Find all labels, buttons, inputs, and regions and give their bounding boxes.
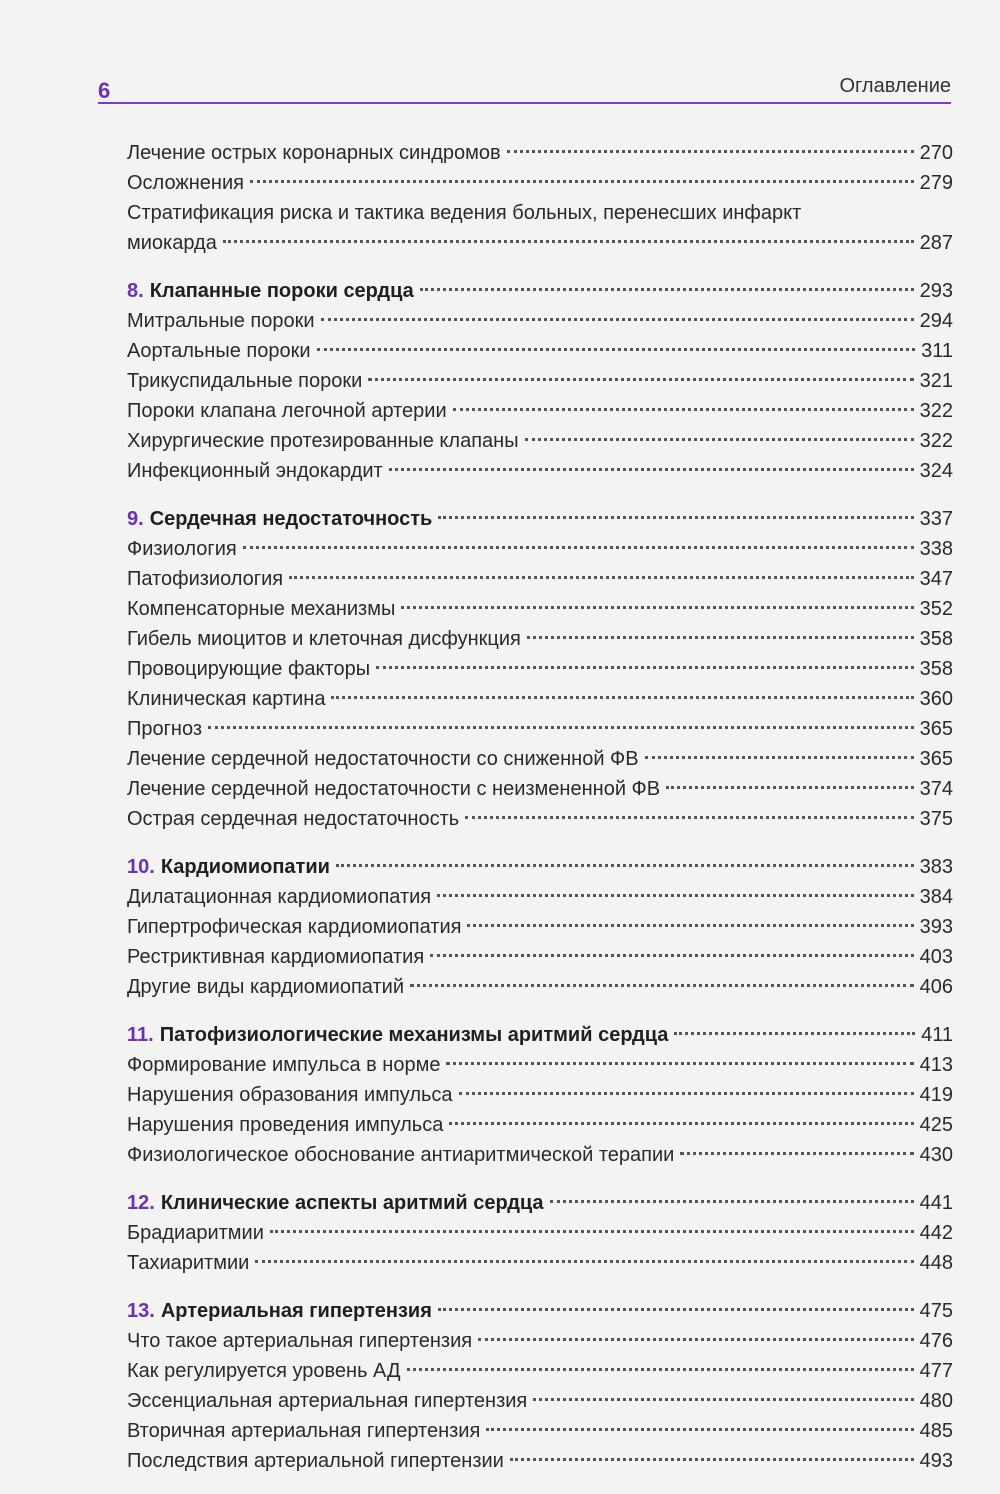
toc-entry-page-number: 287	[919, 232, 953, 254]
toc-entry[interactable]	[127, 1140, 953, 1170]
toc-entry-title: Нарушения проведения импульса	[127, 1114, 444, 1136]
toc-entry-page-number: 322	[919, 430, 953, 452]
chapter-title	[127, 276, 414, 306]
toc-entry-page-number: 374	[919, 778, 953, 800]
chapter-entry[interactable]	[127, 1020, 953, 1050]
toc-entry-page-number: 477	[919, 1360, 953, 1382]
toc-entry-title: Гипертрофическая кардиомиопатия	[127, 916, 462, 938]
toc-entry-title: Физиология	[127, 538, 237, 560]
toc-entry-title: Митральные пороки	[127, 310, 315, 332]
toc-entry-page-number: 365	[919, 718, 953, 740]
toc-entry-title: Клиническая картина	[127, 688, 326, 710]
dot-leader	[438, 1308, 914, 1311]
dot-leader	[525, 438, 914, 441]
toc-entry-title: Формирование импульса в норме	[127, 1054, 441, 1076]
dot-leader	[459, 1092, 914, 1095]
toc-entry-title: Лечение сердечной недостаточности с неизмененной ФВ	[127, 778, 661, 800]
toc-entry[interactable]	[127, 456, 953, 486]
dot-leader	[507, 150, 914, 153]
toc-entry-page-number: 322	[919, 400, 953, 422]
chapter-title	[127, 1020, 668, 1050]
toc-section	[127, 276, 953, 486]
toc-entry[interactable]	[127, 336, 953, 366]
toc-entry-page-number: 321	[919, 370, 953, 392]
toc-entry-page-number: 347	[919, 568, 953, 590]
chapter-title-text: Клапанные пороки сердца	[149, 280, 414, 302]
dot-leader	[389, 468, 914, 471]
chapter-title-text: Клинические аспекты аритмий сердца	[160, 1192, 544, 1214]
toc-entry-title: Последствия артериальной гипертензии	[127, 1450, 504, 1472]
toc-entry-page-number: 493	[919, 1450, 953, 1472]
toc-entry-page-number: 352	[919, 598, 953, 620]
toc-section	[127, 852, 953, 1002]
toc-entry[interactable]	[127, 882, 953, 912]
toc-entry-title-line[interactable]: Стратификация риска и тактика ведения больных, перенесших инфаркт	[127, 202, 802, 224]
toc-entry-title: Осложнения	[127, 172, 244, 194]
toc-entry-page-number: 270	[919, 142, 953, 164]
toc-entry-page-number: 365	[919, 748, 953, 770]
toc-entry[interactable]	[127, 138, 953, 168]
chapter-number: 11.	[127, 1024, 154, 1046]
dot-leader	[510, 1458, 914, 1461]
toc-entry-page-number: 476	[919, 1330, 953, 1352]
toc-entry-page-number: 419	[919, 1084, 953, 1106]
toc-entry-page-number: 360	[919, 688, 953, 710]
dot-leader	[401, 606, 913, 609]
dot-leader	[208, 726, 914, 729]
toc-entry-title: миокарда	[127, 232, 217, 254]
chapter-page-number: 475	[919, 1300, 953, 1322]
chapter-title-text: Кардиомиопатии	[160, 856, 330, 878]
chapter-title-text: Патофизиологические механизмы аритмий сердца	[159, 1024, 669, 1046]
dot-leader	[223, 240, 914, 243]
toc-entry-page-number: 358	[919, 658, 953, 680]
chapter-title	[127, 1296, 432, 1326]
toc-entry[interactable]	[127, 1446, 953, 1476]
dot-leader	[376, 666, 914, 669]
toc-entry[interactable]	[127, 168, 953, 198]
toc-entry-title: Тахиаритмии	[127, 1252, 250, 1274]
chapter-title	[127, 852, 330, 882]
toc-entry[interactable]	[127, 426, 953, 456]
toc-entry[interactable]	[127, 306, 953, 336]
toc-entry-title: Инфекционный эндокардит	[127, 460, 383, 482]
toc-entry[interactable]	[127, 1356, 953, 1386]
dot-leader	[243, 546, 914, 549]
chapter-entry[interactable]	[127, 852, 953, 882]
page-header	[98, 72, 951, 104]
chapter-entry[interactable]	[127, 1296, 953, 1326]
chapter-title-text: Сердечная недостаточность	[149, 508, 433, 530]
toc-entry-title: Эссенциальная артериальная гипертензия	[127, 1390, 528, 1412]
toc-entry[interactable]	[127, 684, 953, 714]
running-head: Оглавление	[839, 75, 951, 97]
dot-leader	[410, 984, 914, 987]
toc-entry-page-number: 406	[919, 976, 953, 998]
toc-entry-page-number: 403	[919, 946, 953, 968]
dot-leader	[289, 576, 914, 579]
chapter-page-number: 337	[919, 508, 953, 530]
toc-entry-title: Лечение сердечной недостаточности со сниженной ФВ	[127, 748, 639, 770]
dot-leader	[368, 378, 913, 381]
toc-entry-page-number: 358	[919, 628, 953, 650]
toc-entry-title: Провоцирующие факторы	[127, 658, 371, 680]
dot-leader	[270, 1230, 914, 1233]
toc-entry[interactable]	[127, 228, 953, 258]
toc-entry-title: Вторичная артериальная гипертензия	[127, 1420, 481, 1442]
toc-entry-page-number: 413	[919, 1054, 953, 1076]
dot-leader	[437, 894, 913, 897]
toc-entry[interactable]	[127, 1218, 953, 1248]
dot-leader	[331, 696, 913, 699]
toc-entry-title: Лечение острых коронарных синдромов	[127, 142, 501, 164]
toc-entry-page-number: 485	[919, 1420, 953, 1442]
chapter-title-text: Артериальная гипертензия	[160, 1300, 432, 1322]
toc-entry-title: Брадиаритмии	[127, 1222, 264, 1244]
toc-entry-page-number: 393	[919, 916, 953, 938]
toc-entry[interactable]	[127, 1248, 953, 1278]
toc-entry-title: Трикуспидальные пороки	[127, 370, 363, 392]
dot-leader	[533, 1398, 913, 1401]
toc-entry-title: Рестриктивная кардиомиопатия	[127, 946, 425, 968]
toc-entry-page-number: 430	[919, 1144, 953, 1166]
toc-entry[interactable]	[127, 714, 953, 744]
toc-entry-title: Хирургические протезированные клапаны	[127, 430, 519, 452]
toc-entry[interactable]	[127, 396, 953, 426]
toc-section	[127, 1296, 953, 1476]
dot-leader	[527, 636, 914, 639]
chapter-entry[interactable]	[127, 504, 953, 534]
dot-leader	[321, 318, 914, 321]
toc-entry-title: Что такое артериальная гипертензия	[127, 1330, 473, 1352]
toc-entry-page-number: 448	[919, 1252, 953, 1274]
toc-entry-page-number: 480	[919, 1390, 953, 1412]
toc-entry-title: Дилатационная кардиомиопатия	[127, 886, 432, 908]
toc-entry-page-number: 279	[919, 172, 953, 194]
chapter-number: 12.	[127, 1192, 155, 1214]
dot-leader	[317, 348, 916, 351]
dot-leader	[336, 864, 914, 867]
toc-entry[interactable]	[127, 774, 953, 804]
dot-leader	[465, 816, 913, 819]
chapter-page-number: 441	[919, 1192, 953, 1214]
toc-entry-title: Пороки клапана легочной артерии	[127, 400, 447, 422]
toc-entry-page-number: 425	[919, 1114, 953, 1136]
toc-entry-title: Как регулируется уровень АД	[127, 1360, 401, 1382]
toc-entry-title: Нарушения образования импульса	[127, 1084, 453, 1106]
dot-leader	[430, 954, 913, 957]
page-number: 6	[98, 78, 111, 103]
toc-entry[interactable]	[127, 1050, 953, 1080]
toc-entry[interactable]	[127, 1386, 953, 1416]
chapter-number: 8.	[127, 280, 144, 302]
toc-entry[interactable]	[127, 654, 953, 684]
toc-entry-title: Аортальные пороки	[127, 340, 311, 362]
toc-entry[interactable]	[127, 564, 953, 594]
chapter-page-number: 383	[919, 856, 953, 878]
toc-entry[interactable]	[127, 1110, 953, 1140]
toc-entry-title: Острая сердечная недостаточность	[127, 808, 460, 830]
chapter-page-number: 411	[921, 1024, 953, 1046]
dot-leader	[674, 1032, 915, 1035]
chapter-number: 13.	[127, 1300, 155, 1322]
dot-leader	[645, 756, 914, 759]
toc-entry[interactable]	[127, 1416, 953, 1446]
toc-entry-title: Компенсаторные механизмы	[127, 598, 396, 620]
toc-entry[interactable]	[127, 1080, 953, 1110]
dot-leader	[255, 1260, 913, 1263]
toc-section	[127, 1020, 953, 1170]
chapter-number: 9.	[127, 508, 144, 530]
toc-entry[interactable]	[127, 366, 953, 396]
toc-entry-page-number: 384	[919, 886, 953, 908]
dot-leader	[550, 1200, 914, 1203]
toc-entry[interactable]	[127, 624, 953, 654]
table-of-contents	[127, 138, 953, 1494]
dot-leader	[250, 180, 914, 183]
dot-leader	[680, 1152, 913, 1155]
toc-entry-page-number: 324	[919, 460, 953, 482]
chapter-entry[interactable]	[127, 276, 953, 306]
toc-entry[interactable]	[127, 594, 953, 624]
toc-entry-title: Физиологическое обоснование антиаритмической терапии	[127, 1144, 675, 1166]
chapter-title	[127, 1188, 544, 1218]
chapter-title	[127, 504, 432, 534]
toc-entry-page-number: 311	[921, 340, 953, 362]
dot-leader	[666, 786, 914, 789]
toc-section	[127, 1188, 953, 1278]
dot-leader	[449, 1122, 913, 1125]
dot-leader	[420, 288, 914, 291]
toc-entry[interactable]	[127, 972, 953, 1002]
toc-entry[interactable]	[127, 912, 953, 942]
toc-section	[127, 504, 953, 834]
dot-leader	[467, 924, 913, 927]
toc-section	[127, 138, 953, 258]
dot-leader	[486, 1428, 913, 1431]
chapter-entry[interactable]	[127, 1188, 953, 1218]
toc-entry-title: Другие виды кардиомиопатий	[127, 976, 404, 998]
dot-leader	[446, 1062, 913, 1065]
chapter-number: 10.	[127, 856, 155, 878]
toc-entry-title: Гибель миоцитов и клеточная дисфункция	[127, 628, 521, 650]
dot-leader	[407, 1368, 914, 1371]
dot-leader	[453, 408, 914, 411]
toc-entry[interactable]	[127, 534, 953, 564]
dot-leader	[438, 516, 913, 519]
toc-entry[interactable]	[127, 1326, 953, 1356]
toc-entry[interactable]	[127, 744, 953, 774]
toc-entry-page-number: 338	[919, 538, 953, 560]
toc-entry-title: Прогноз	[127, 718, 203, 740]
toc-entry-title: Патофизиология	[127, 568, 284, 590]
toc-entry-page-number: 375	[919, 808, 953, 830]
toc-entry[interactable]	[127, 942, 953, 972]
dot-leader	[478, 1338, 914, 1341]
toc-entry-page-number: 294	[919, 310, 953, 332]
toc-entry-page-number: 442	[919, 1222, 953, 1244]
chapter-page-number: 293	[919, 280, 953, 302]
toc-entry[interactable]	[127, 804, 953, 834]
